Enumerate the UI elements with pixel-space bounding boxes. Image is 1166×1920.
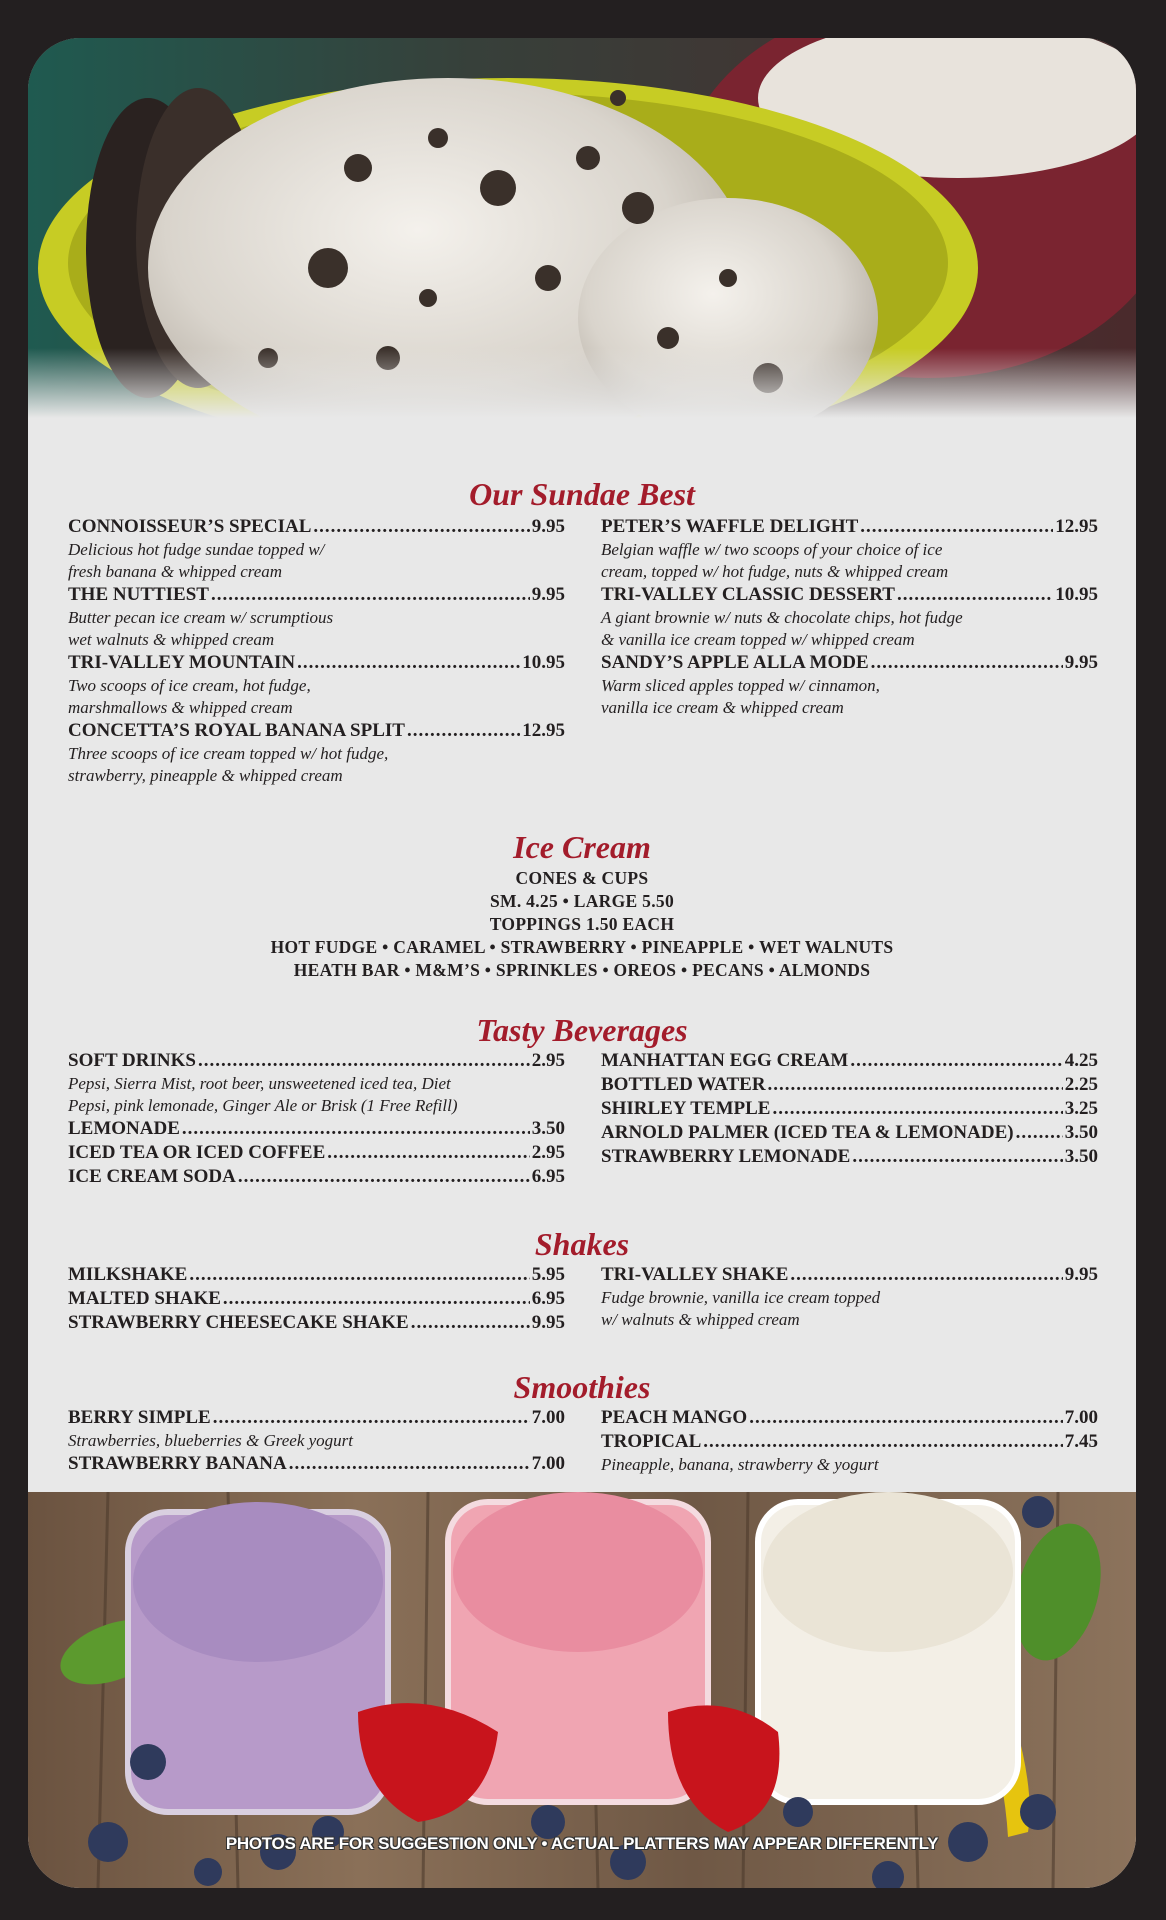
menu-item-description: Pepsi, Sierra Mist, root beer, unsweetened iced tea, Diet (68, 1074, 451, 1093)
menu-item (601, 651, 1098, 675)
menu-item-price: 7.45 (1064, 1431, 1098, 1452)
menu-item-description: w/ walnuts & whipped cream (601, 1310, 800, 1329)
leader-dots (749, 1406, 1063, 1430)
leader-dots (238, 1165, 530, 1189)
menu-item-price: 3.50 (1064, 1146, 1098, 1167)
menu-item (68, 1311, 565, 1335)
menu-item-description: fresh banana & whipped cream (68, 562, 283, 581)
menu-item-name: CONNOISSEUR’S SPECIAL (68, 516, 312, 537)
menu-item-description: Belgian waffle w/ two scoops of your choice of ice (601, 540, 943, 559)
menu-item-name: BERRY SIMPLE (68, 1407, 211, 1428)
menu-item-price: 10.95 (1055, 584, 1098, 605)
menu-item (68, 719, 565, 743)
menu-item-price: 4.25 (1064, 1050, 1098, 1071)
smoothies-right (601, 1406, 1098, 1476)
menu-item-price: 9.95 (1064, 652, 1098, 673)
leader-dots (198, 1049, 530, 1073)
menu-item-price: 9.95 (1064, 1264, 1098, 1285)
menu-item (68, 515, 565, 539)
menu-item (68, 1263, 565, 1287)
ice-cream-line: CONES & CUPS (515, 868, 649, 888)
menu-item-name: STRAWBERRY BANANA (68, 1453, 287, 1474)
menu-item-name: ICE CREAM SODA (68, 1166, 236, 1187)
section-title-ice-cream: Ice Cream (513, 829, 651, 865)
menu-item-price: 7.00 (531, 1407, 565, 1428)
section-beverages (28, 1011, 1136, 1049)
menu-item (601, 1049, 1098, 1073)
ice-cream-line: TOPPINGS 1.50 EACH (489, 914, 675, 934)
leader-dots (860, 515, 1053, 539)
menu-item-price: 3.25 (1064, 1098, 1098, 1119)
menu-item (68, 1165, 565, 1189)
menu-item (68, 1141, 565, 1165)
menu-item (68, 1287, 565, 1311)
menu-item-name: TRI-VALLEY CLASSIC DESSERT (601, 584, 895, 605)
menu-item-price: 2.25 (1064, 1074, 1098, 1095)
menu-item (601, 1263, 1098, 1287)
leader-dots (871, 651, 1063, 675)
menu-item-price: 2.95 (531, 1142, 565, 1163)
menu-item-description: Fudge brownie, vanilla ice cream topped (601, 1288, 881, 1307)
leader-dots (182, 1117, 530, 1141)
sundae-right (601, 515, 1098, 787)
menu-item-price: 3.50 (1064, 1122, 1098, 1143)
leader-dots (897, 583, 1053, 607)
menu-item (601, 1121, 1098, 1145)
menu-item-description: Butter pecan ice cream w/ scrumptious (68, 608, 334, 627)
menu-item-price: 12.95 (522, 720, 565, 741)
menu-item (68, 1452, 565, 1476)
beverages-left (68, 1049, 565, 1189)
sundae-columns (28, 515, 1136, 787)
leader-dots (852, 1145, 1062, 1169)
ice-cream-line: HEATH BAR • M&M’S • SPRINKLES • OREOS • PECANS • ALMONDS (293, 960, 871, 980)
menu-item-name: TROPICAL (601, 1431, 702, 1452)
menu-item (68, 1049, 565, 1073)
menu-item-description: Delicious hot fudge sundae topped w/ (68, 540, 325, 559)
menu-item-description: marshmallows & whipped cream (68, 698, 293, 717)
menu-item (601, 1406, 1098, 1430)
section-title-beverages: Tasty Beverages (476, 1012, 688, 1048)
menu-item-price: 10.95 (522, 652, 565, 673)
menu-item-name: SANDY’S APPLE ALLA MODE (601, 652, 869, 673)
leader-dots (411, 1311, 530, 1335)
menu-item (68, 651, 565, 675)
section-title-sundae: Our Sundae Best (469, 476, 695, 512)
menu-item-name: PEACH MANGO (601, 1407, 748, 1428)
menu-item-description: vanilla ice cream & whipped cream (601, 698, 844, 717)
smoothies-left (68, 1406, 565, 1476)
menu-card (28, 38, 1136, 1888)
menu-item-name: STRAWBERRY LEMONADE (601, 1146, 851, 1167)
menu-item (601, 1430, 1098, 1454)
shakes-columns (28, 1263, 1136, 1335)
leader-dots (768, 1073, 1063, 1097)
menu-item (68, 1117, 565, 1141)
menu-item (601, 1073, 1098, 1097)
menu-item-price: 7.00 (1064, 1407, 1098, 1428)
beverages-columns (28, 1049, 1136, 1189)
menu-item-name: SHIRLEY TEMPLE (601, 1098, 771, 1119)
section-title-smoothies: Smoothies (513, 1369, 651, 1405)
menu-item-description: Pepsi, pink lemonade, Ginger Ale or Brisk (1 Free Refill) (68, 1096, 458, 1115)
section-smoothies (28, 1368, 1136, 1406)
menu-item-description: Pineapple, banana, strawberry & yogurt (601, 1455, 879, 1474)
menu-item-description: Three scoops of ice cream topped w/ hot fudge, (68, 744, 389, 763)
menu-item-name: BOTTLED WATER (601, 1074, 766, 1095)
leader-dots (772, 1097, 1062, 1121)
menu-item-name: ICED TEA OR ICED COFFEE (68, 1142, 326, 1163)
menu-item-description: Strawberries, blueberries & Greek yogurt (68, 1431, 354, 1450)
leader-dots (313, 515, 529, 539)
menu-item-price: 6.95 (531, 1288, 565, 1309)
menu-item-name: CONCETTA’S ROYAL BANANA SPLIT (68, 720, 405, 741)
leader-dots (327, 1141, 529, 1165)
menu-item-price: 2.95 (531, 1050, 565, 1071)
menu-item-name: SOFT DRINKS (68, 1050, 196, 1071)
menu-item-price: 5.95 (531, 1264, 565, 1285)
menu-item-description: & vanilla ice cream topped w/ whipped cream (601, 630, 915, 649)
section-shakes (28, 1225, 1136, 1263)
menu-item-name: THE NUTTIEST (68, 584, 209, 605)
menu-item (601, 515, 1098, 539)
photo-fade (28, 348, 1136, 418)
menu-item-name: MANHATTAN EGG CREAM (601, 1050, 849, 1071)
leader-dots (850, 1049, 1062, 1073)
sundae-left (68, 515, 565, 787)
menu-item (601, 583, 1098, 607)
menu-item-name: ARNOLD PALMER (ICED TEA & LEMONADE) (601, 1122, 1014, 1143)
menu-item-price: 9.95 (531, 1312, 565, 1333)
menu-item-description: Warm sliced apples topped w/ cinnamon, (601, 676, 880, 695)
menu-item (68, 583, 565, 607)
menu-item-price: 12.95 (1055, 516, 1098, 537)
section-title-shakes: Shakes (534, 1226, 630, 1262)
menu-item-name: STRAWBERRY CHEESECAKE SHAKE (68, 1312, 409, 1333)
beverages-right (601, 1049, 1098, 1189)
menu-item-description: cream, topped w/ hot fudge, nuts & whipped cream (601, 562, 949, 581)
leader-dots (211, 583, 530, 607)
menu-item-price: 9.95 (531, 584, 565, 605)
ice-cream-photo (28, 38, 1136, 418)
menu-item-price: 7.00 (531, 1453, 565, 1474)
menu-item-name: LEMONADE (68, 1118, 180, 1139)
leader-dots (407, 719, 520, 743)
smoothies-columns (28, 1406, 1136, 1476)
menu-item-name: MILKSHAKE (68, 1264, 188, 1285)
ice-cream-line: HOT FUDGE • CARAMEL • STRAWBERRY • PINEAPPLE • WET WALNUTS (270, 937, 894, 957)
leader-dots (189, 1263, 529, 1287)
ice-cream-line: SM. 4.25 • LARGE 5.50 (489, 891, 675, 911)
section-sundae (28, 475, 1136, 513)
leader-dots (790, 1263, 1062, 1287)
menu-item-description: strawberry, pineapple & whipped cream (68, 766, 343, 785)
menu-item-name: TRI-VALLEY SHAKE (601, 1264, 789, 1285)
leader-dots (703, 1430, 1062, 1454)
photo-disclaimer: PHOTOS ARE FOR SUGGESTION ONLY • ACTUAL PLATTERS MAY APPEAR DIFFERENTLY (225, 1834, 939, 1853)
leader-dots (1016, 1121, 1063, 1145)
menu-item-price: 3.50 (531, 1118, 565, 1139)
menu-item-name: TRI-VALLEY MOUNTAIN (68, 652, 296, 673)
shakes-left (68, 1263, 565, 1335)
menu-item-name: MALTED SHAKE (68, 1288, 221, 1309)
menu-item (601, 1097, 1098, 1121)
leader-dots (223, 1287, 530, 1311)
leader-dots (213, 1406, 530, 1430)
menu-item (601, 1145, 1098, 1169)
shakes-right (601, 1263, 1098, 1335)
smoothies-photo (28, 1492, 1136, 1888)
menu-item (68, 1406, 565, 1430)
section-ice-cream (28, 828, 1136, 982)
menu-item-price: 9.95 (531, 516, 565, 537)
leader-dots (289, 1452, 530, 1476)
menu-item-description: Two scoops of ice cream, hot fudge, (68, 676, 311, 695)
menu-item-price: 6.95 (531, 1166, 565, 1187)
smoothies-illustration (28, 1492, 1136, 1888)
menu-item-description: A giant brownie w/ nuts & chocolate chips, hot fudge (601, 608, 963, 627)
menu-item-name: PETER’S WAFFLE DELIGHT (601, 516, 859, 537)
leader-dots (297, 651, 520, 675)
menu-item-description: wet walnuts & whipped cream (68, 630, 275, 649)
